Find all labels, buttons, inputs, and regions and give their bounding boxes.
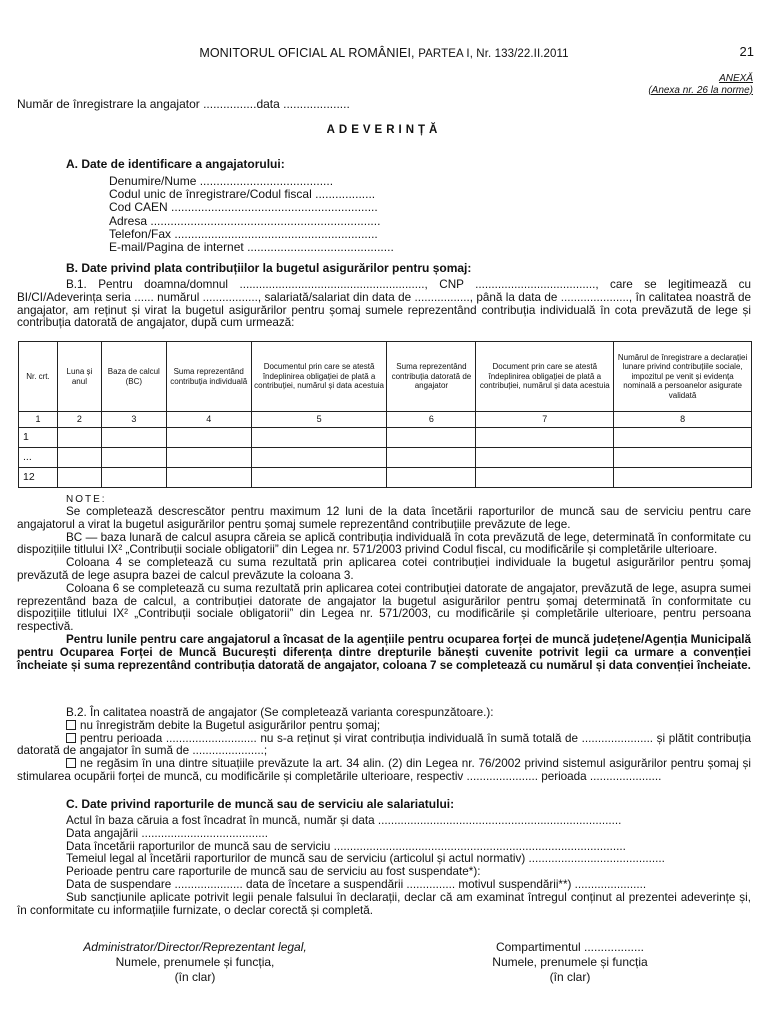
page-header <box>0 46 768 61</box>
note-paragraph: BC — baza lunară de calcul asupra căreia se aplică contribuția individuală în cota prevăzută de lege, determinată în conformitate cu dispozițiile titlului IX² „Contribuții sociale obligatorii” din Legea nr. 571/2003 privind Codul fiscal, cu modificările și completările ulterioare. <box>17 530 751 557</box>
table-cell[interactable] <box>251 448 387 468</box>
table-cell[interactable] <box>101 428 166 448</box>
table-cell[interactable] <box>614 428 752 448</box>
signature-right-title: Compartimentul .................. <box>495 940 645 954</box>
column-number: 8 <box>614 412 752 428</box>
table-cell[interactable] <box>251 468 387 488</box>
contributions-table <box>18 341 752 488</box>
table-cell[interactable] <box>57 468 101 488</box>
signature-left-title: Administrator/Director/Reprezentant legal, <box>83 940 307 954</box>
col-header: Baza de calcul (BC) <box>101 342 166 412</box>
table-cell[interactable] <box>101 448 166 468</box>
col-header: Nr. crt. <box>19 342 58 412</box>
col-header: Numărul de înregistrare a declarației lunare privind contribuțiile sociale, impozitul pe venit și evidența nominală a persoanelor asigurate validată <box>614 342 752 412</box>
column-number: 2 <box>57 412 101 428</box>
b2-option-text: ne regăsim în una dintre situațiile prevăzute la art. 34 alin. (2) din Legea nr. 76/2002 privind sistemul asigurărilor pentru șomaj și stimularea ocupării forței de muncă, cu modificările și completările ulterioare, respectiv ...................... perioada ...................... <box>17 757 751 783</box>
b1-text: B.1. Pentru doamna/domnul ........................................................., CNP ....................................., care se legitimează cu BI/CI/Adeverința seria ...... numărul ................., salariată/salariat din data de ................., până la data de ....................., în calitatea noastră de angajator, am reținut și virat la bugetul asigurărilor pentru șomaj sumele reprezentând contribuția individuală în cota prevăzută de lege și contribuția datorată de angajator, după cum urmează: <box>17 278 751 330</box>
table-cell[interactable] <box>614 468 752 488</box>
field-name: Denumire/Nume ........................................ <box>109 174 334 188</box>
table-cell[interactable] <box>57 448 101 468</box>
table-cell[interactable] <box>614 448 752 468</box>
table-cell[interactable] <box>387 448 476 468</box>
table-cell[interactable] <box>476 428 614 448</box>
row-label: 12 <box>19 468 58 488</box>
annex-title: ANEXĂ <box>719 73 753 84</box>
table-cell[interactable] <box>166 468 251 488</box>
table-cell[interactable] <box>251 428 387 448</box>
b2-heading: B.2. În calitatea noastră de angajator (Se completează varianta corespunzătoare.): <box>66 706 494 719</box>
declaration: Sub sancțiunile aplicate potrivit legii penale falsului în declarații, declar că am examinat întregul conținut al prezentei adeverințe și, în conformitate cu informațiile furnizate, o declar corectă și completă. <box>17 890 751 917</box>
publication-title: MONITORUL OFICIAL AL ROMÂNIEI, <box>199 46 415 60</box>
b2-option-text: nu înregistrăm debite la Bugetul asigurărilor pentru șomaj; <box>80 718 381 732</box>
b2-option-art34 <box>17 758 751 784</box>
c-line-legal-basis: Temeiul legal al încetării raporturilor de muncă sau de serviciu (articolul și actul normativ) .......................................... <box>66 852 665 866</box>
field-fiscal-code: Codul unic de înregistrare/Codul fiscal .................. <box>109 187 376 202</box>
annex-reference: (Anexa nr. 26 la norme) <box>648 84 753 96</box>
checkbox-period[interactable] <box>66 733 76 743</box>
column-number: 1 <box>19 412 58 428</box>
column-number-row <box>19 412 752 428</box>
b2-option-period <box>17 733 751 759</box>
signature-left-clear: (în clar) <box>174 970 216 984</box>
signature-left <box>70 940 320 985</box>
notes-heading: NOTE: <box>66 494 107 505</box>
annex-label <box>648 73 753 96</box>
col-header: Suma reprezentând contribuția individuală <box>166 342 251 412</box>
registration-line: Număr de înregistrare la angajator ................data .................... <box>17 97 350 111</box>
checkbox-art34[interactable] <box>66 758 76 768</box>
signature-left-name: Numele, prenumele și funcția, <box>115 955 275 969</box>
column-number: 6 <box>387 412 476 428</box>
col-header: Suma reprezentând contribuția datorată de angajator <box>387 342 476 412</box>
c-line-end-date: Data încetării raporturilor de muncă sau de serviciu .......................................................................................... <box>66 839 626 853</box>
document-title: ADEVERINȚĂ <box>326 124 442 136</box>
column-number: 4 <box>166 412 251 428</box>
signature-right-name: Numele, prenumele și funcția <box>492 955 648 969</box>
table-header-row <box>19 342 752 412</box>
column-number: 7 <box>476 412 614 428</box>
c-line-suspension-periods: Perioade pentru care raporturile de muncă sau de serviciu au fost suspendate*): <box>66 865 481 879</box>
col-header: Documentul prin care se atestă îndeplinirea obligației de plată a contribuției, numărul și data acestuia <box>251 342 387 412</box>
column-number: 3 <box>101 412 166 428</box>
c-line-suspension-dates: Data de suspendare ..................... data de încetare a suspendării ............... motivul suspendării**) ...................... <box>66 877 647 891</box>
c-line-hire-date: Data angajării ....................................... <box>66 826 269 840</box>
table-row <box>19 428 752 448</box>
field-address: Adresa ..................................................................... <box>109 213 381 228</box>
table-cell[interactable] <box>476 468 614 488</box>
signature-right <box>470 940 670 985</box>
row-label: ... <box>19 448 58 468</box>
checkbox-no-debts[interactable] <box>66 720 76 730</box>
table-cell[interactable] <box>476 448 614 468</box>
c-line-act: Actul în baza căruia a fost încadrat în muncă, număr și data ........................................................................... <box>66 814 622 827</box>
note-paragraph: Coloana 4 se completează cu suma rezultată prin aplicarea cotei contribuției individuale la bugetul asigurărilor pentru șomaj prevăzută de lege asupra bazei de calcul prevăzute la coloana 3. <box>17 556 751 582</box>
field-caen: Cod CAEN .............................................................. <box>109 200 378 215</box>
section-c-body <box>17 815 751 917</box>
section-b2 <box>17 707 751 784</box>
signature-right-clear: (în clar) <box>549 970 591 984</box>
col-header: Luna și anul <box>57 342 101 412</box>
section-b1-paragraph <box>17 279 751 330</box>
table-cell[interactable] <box>166 428 251 448</box>
table-cell[interactable] <box>166 448 251 468</box>
section-c-heading: C. Date privind raporturile de muncă sau de serviciu ale salariatului: <box>66 797 455 811</box>
table-cell[interactable] <box>387 428 476 448</box>
section-b-heading: B. Date privind plata contribuțiilor la bugetul asigurărilor pentru șomaj: <box>66 261 472 275</box>
row-label: 1 <box>19 428 58 448</box>
field-phone-fax: Telefon/Fax ............................................................. <box>109 226 378 241</box>
notes-body <box>17 506 751 672</box>
table-cell[interactable] <box>387 468 476 488</box>
publication-part: PARTEA I, Nr. 133/22.II.2011 <box>418 48 569 60</box>
col-header: Document prin care se atestă îndeplinirea obligației de plată a contribuției, numărul și data acestuia <box>476 342 614 412</box>
table-row <box>19 448 752 468</box>
table-cell[interactable] <box>101 468 166 488</box>
section-a-heading: A. Date de identificare a angajatorului: <box>66 157 285 171</box>
employer-fields <box>109 175 394 254</box>
note-paragraph: Se completează descrescător pentru maximum 12 luni de la data încetării raporturilor de muncă sau de serviciu pentru care angajatorul a virat la bugetul asigurărilor pentru șomaj sumele reprezentând contribuțiile prevăzute de lege. <box>17 505 751 531</box>
page-number: 21 <box>739 44 754 59</box>
table-row <box>19 468 752 488</box>
note-paragraph: Pentru lunile pentru care angajatorul a încasat de la agențiile pentru ocuparea forței de muncă județene/Agenția Municipală pentru Ocuparea Forței de Muncă București diferența dintre drepturile bănești cuvenite potrivit legii ca urmare a convenției încheiate și suma reprezentând contribuția datorată de angajator, coloana 7 se completează cu numărul și data convenției încheiate. <box>17 632 751 672</box>
field-email-web: E-mail/Pagina de internet ............................................ <box>109 240 394 255</box>
column-number: 5 <box>251 412 387 428</box>
note-paragraph: Coloana 6 se completează cu suma rezultată prin aplicarea cotei contribuției datorate de angajator, prevăzută de lege, asupra sumei reprezentând baza de calcul, a contribuției datorate de angajator la bugetul asigurărilor pentru șomaj determinată în conformitate cu dispozițiile titlului IX² „Contribuții sociale obligatorii” din Legea nr. 571/2003, cu modificările și completările ulterioare, pentru persoana respectivă. <box>17 581 751 634</box>
b2-option-text: pentru perioada ............................ nu s-a reținut și virat contribuția individuală în sumă totală de ...................... și plătit contribuția datorată de angajator în sumă de ......................; <box>17 731 751 758</box>
table-cell[interactable] <box>57 428 101 448</box>
